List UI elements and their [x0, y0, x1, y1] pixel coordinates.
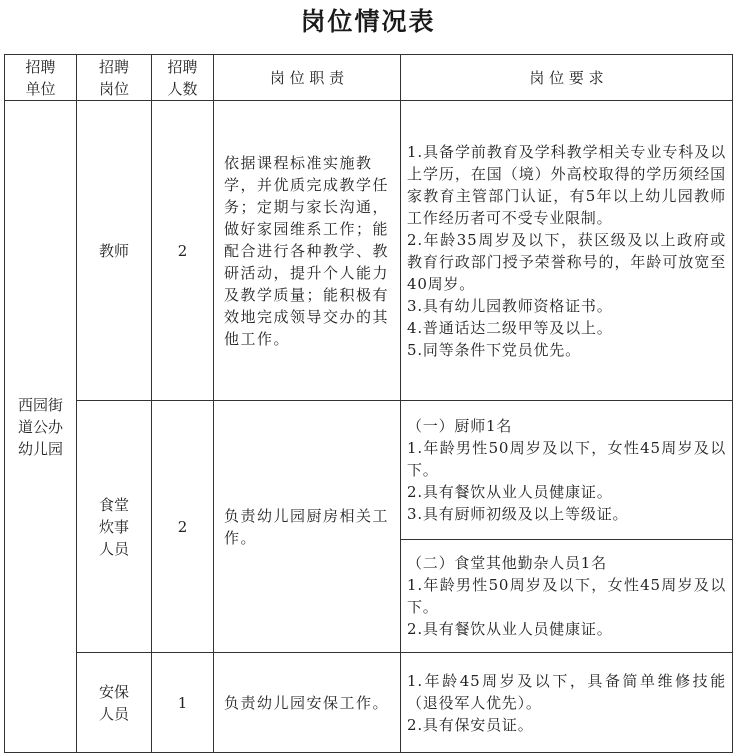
req-item: 2.具有餐饮从业人员健康证。 — [407, 620, 613, 638]
header-duties: 岗 位 职 责 — [214, 55, 401, 101]
table-row-kitchen-a — [5, 401, 733, 540]
count-security: 1 — [152, 653, 214, 753]
post-kitchen: 食堂炊事人员 — [77, 401, 152, 653]
count-kitchen: 2 — [152, 401, 214, 653]
header-row — [5, 55, 733, 101]
requirements-kitchen-helper — [401, 540, 733, 653]
table-row-teacher — [5, 101, 733, 401]
requirements-security — [401, 653, 733, 753]
requirements-teacher — [401, 101, 733, 401]
unit-cell: 西园街道公办幼儿园 — [5, 101, 77, 753]
req-item: （一）厨师1名 — [407, 417, 513, 435]
duties-kitchen: 负责幼儿园厨房相关工作。 — [214, 401, 401, 653]
positions-table — [4, 54, 733, 753]
duties-security: 负责幼儿园安保工作。 — [214, 653, 401, 753]
req-item: 4.普通话达二级甲等及以上。 — [407, 318, 613, 337]
duties-teacher: 依据课程标准实施教学，并优质完成教学任务；定期与家长沟通，做好家园维系工作；能配合进行各种教学、教研活动，提升个人能力及教学质量；能积极有效地完成领导交办的其他工作。 — [214, 101, 401, 401]
count-teacher: 2 — [152, 101, 214, 401]
req-item: 1.具备学前教育及学科教学相关专业专科及以上学历，在国（境）外高校取得的学历须经国家教育主管部门认证，有5年以上幼儿园教师工作经历者可不受专业限制。 — [407, 142, 726, 227]
req-item: 5.同等条件下党员优先。 — [407, 340, 581, 359]
header-requirements: 岗 位 要 求 — [401, 55, 733, 101]
table-row-security — [5, 653, 733, 753]
req-item: 2.年龄35周岁及以下，获区级及以上政府或教育行政部门授予荣誉称号的，年龄可放宽至40周岁。 — [407, 230, 726, 293]
req-item: 1.年龄45周岁及以下，具备简单维修技能（退役军人优先）。 — [407, 671, 726, 712]
req-item: 3.具有幼儿园教师资格证书。 — [407, 296, 613, 315]
req-item: 2.具有餐饮从业人员健康证。 — [407, 483, 613, 501]
header-unit: 招聘单位 — [5, 55, 77, 101]
page-title: 岗位情况表 — [300, 7, 436, 36]
header-post: 招聘岗位 — [77, 55, 152, 101]
post-security: 安保人员 — [77, 653, 152, 753]
req-item: （二）食堂其他勤杂人员1名 — [407, 554, 607, 572]
req-item: 1.年龄男性50周岁及以下，女性45周岁及以下。 — [407, 439, 726, 479]
req-item: 3.具有厨师初级及以上等级证。 — [407, 505, 629, 523]
header-count: 招聘人数 — [152, 55, 214, 101]
requirements-kitchen-chef — [401, 401, 733, 540]
post-teacher: 教师 — [77, 101, 152, 401]
req-item: 1.年龄男性50周岁及以下，女性45周岁及以下。 — [407, 576, 726, 616]
req-item: 2.具有保安员证。 — [407, 715, 534, 734]
